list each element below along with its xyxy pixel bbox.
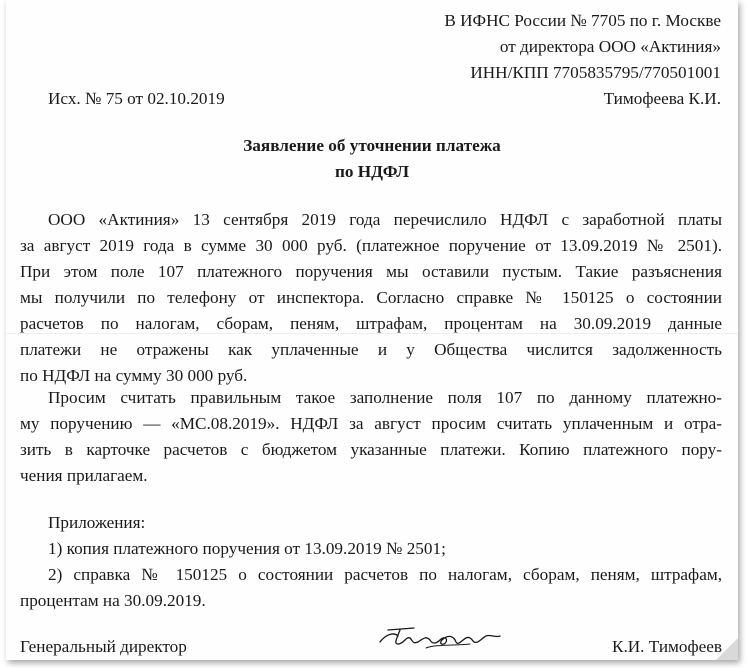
- paragraph1-line: мы получили по телефону от инспектора. Согласно справке № 150125 о состоянии: [20, 288, 722, 307]
- document-sheet: [6, 0, 738, 660]
- document-title: Заявление об уточнении платежа: [243, 136, 501, 155]
- signatory-position: Генеральный директор: [20, 637, 187, 656]
- outgoing-number: Исх. № 75 от 02.10.2019: [48, 89, 225, 108]
- paragraph2-line: му поручению — «МС.08.2019». НДФЛ за август просим считать уплаченным и отра-: [20, 414, 722, 433]
- attachment-item: 1) копия платежного поручения от 13.09.2019 № 2501;: [48, 539, 446, 558]
- director-name-header: Тимофеева К.И.: [603, 89, 721, 108]
- from-line: от директора ООО «Актиния»: [499, 37, 721, 56]
- page-curl: [716, 638, 738, 660]
- recipient-line: В ИФНС России № 7705 по г. Москве: [444, 11, 721, 30]
- attachments-heading: Приложения:: [48, 513, 146, 532]
- paragraph2-line: зить в карточке расчетов с бюджетом указанные платежи. Копию платежного пору-: [20, 440, 722, 459]
- paragraph1-line: по НДФЛ на сумму 30 000 руб.: [20, 366, 248, 385]
- paper-fold-line: [6, 333, 738, 334]
- attachment-item-continued: процентам на 30.09.2019.: [20, 591, 206, 610]
- paragraph1-line: за август 2019 года в сумме 30 000 руб. (платежное поручение от 13.09.2019 № 2501).: [20, 236, 722, 255]
- document-title-line2: по НДФЛ: [334, 162, 410, 181]
- paragraph1-line: При этом поле 107 платежного поручения мы оставили пустым. Такие разъяснения: [20, 262, 722, 281]
- inn-line: ИНН/КПП 7705835795/770501001: [470, 63, 721, 82]
- paragraph1-line: ООО «Актиния» 13 сентября 2019 года перечислило НДФЛ с заработной платы: [48, 210, 722, 229]
- paragraph1-line: расчетов по налогам, сборам, пеням, штрафам, процентам на 30.09.2019 данные: [20, 314, 722, 333]
- signatory-name: К.И. Тимофеев: [611, 637, 722, 656]
- paragraph2-line: Просим считать правильным такое заполнение поля 107 по данному платежно-: [48, 388, 722, 407]
- paragraph1-line: платежи не отражены как уплаченные и у Общества числится задолженность: [20, 340, 722, 359]
- paragraph2-line: чения прилагаем.: [20, 466, 148, 485]
- attachment-item: 2) справка № 150125 о состоянии расчетов по налогам, сборам, пеням, штрафам,: [48, 565, 722, 584]
